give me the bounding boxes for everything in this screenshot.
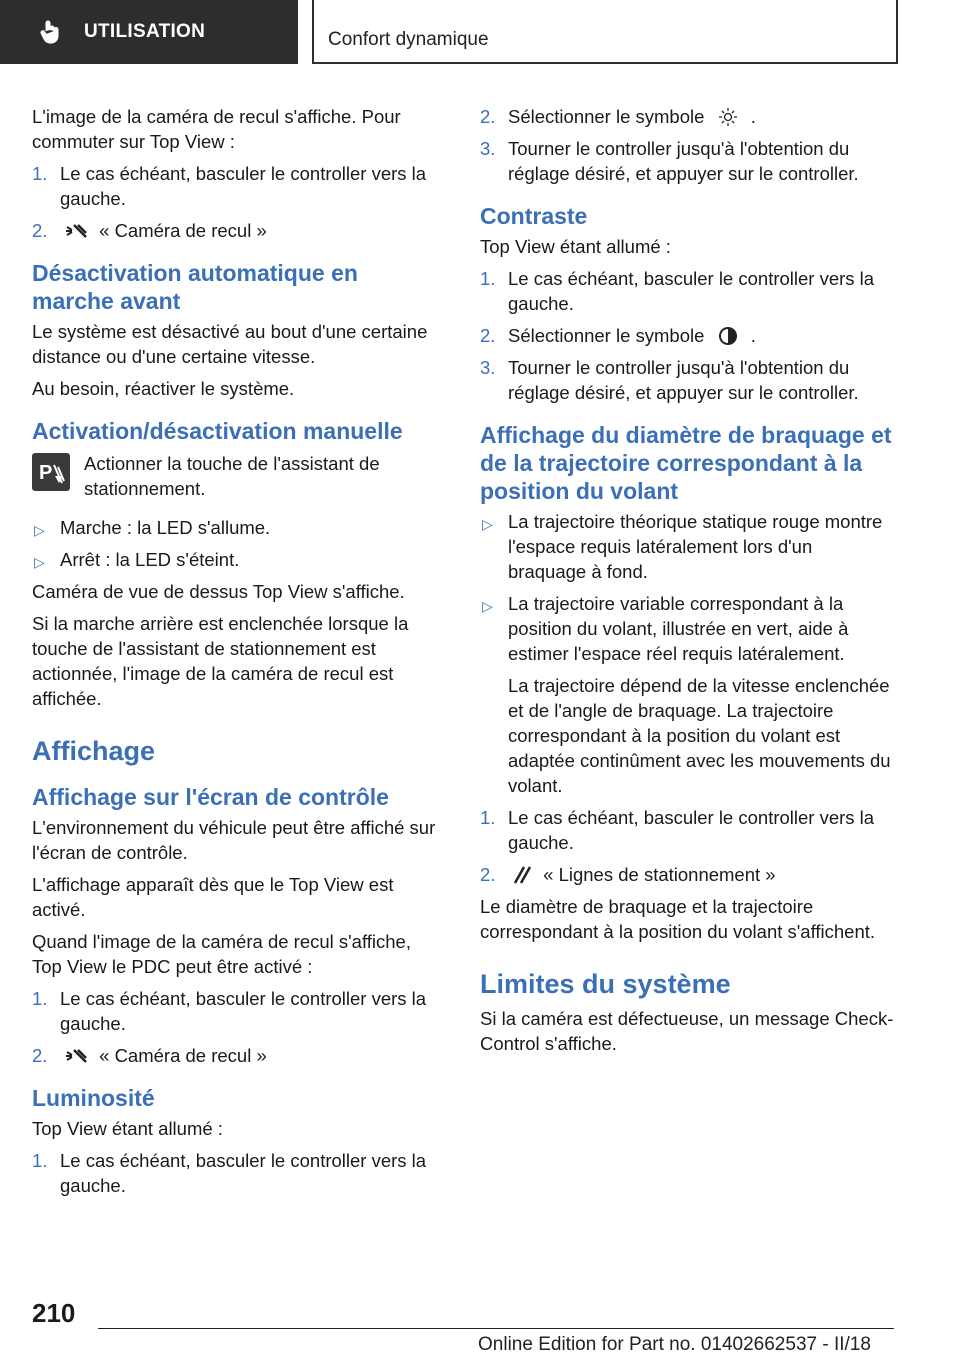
intro-text: L'image de la caméra de recul s'affiche. Pour commuter sur Top View : [32, 106, 401, 152]
list-item [32, 1043, 444, 1068]
hand-pointer-icon [38, 19, 64, 45]
list-item [480, 805, 894, 855]
paragraph: Caméra de vue de dessus Top View s'affiche. [32, 581, 405, 602]
step-text: Tourner le controller jusqu'à l'obtention du réglage désiré, et appuyer sur le controller. [508, 138, 859, 184]
step-text: Le cas échéant, basculer le controller vers la gauche. [508, 268, 875, 314]
paragraph: Le système est désactivé au bout d'une certaine distance ou d'une certaine vitesse. [32, 321, 428, 367]
step-text: Le cas échéant, basculer le controller vers la gauche. [508, 807, 875, 853]
paragraph: Top View étant allumé : [32, 1118, 223, 1139]
page-header [0, 0, 960, 66]
step-number: 2. [480, 325, 496, 346]
chapter-title-box [312, 0, 898, 64]
parking-assist-button-icon [32, 453, 70, 491]
heading-contrast: Contraste [480, 203, 588, 229]
step-text: Le cas échéant, basculer le controller vers la gauche. [60, 1150, 427, 1196]
paragraph: Si la caméra est défectueuse, un message Check-Control s'affiche. [480, 1008, 894, 1054]
list-item [480, 591, 894, 666]
list-item [32, 515, 444, 540]
step-number: 3. [480, 138, 496, 159]
step-text: « Caméra de recul » [99, 220, 267, 241]
step-number: 2. [480, 864, 496, 885]
step-number: 1. [32, 1150, 48, 1171]
list-item [32, 218, 444, 243]
list-item [32, 547, 444, 572]
paragraph: Le diamètre de braquage et la trajectoire correspondant à la position du volant s'affichent. [480, 896, 876, 942]
section-tab [0, 0, 298, 64]
footer-divider [98, 1328, 894, 1329]
paragraph: Top View étant allumé : [480, 236, 671, 257]
rear-camera-icon [64, 1046, 90, 1066]
bullet-text: La trajectoire théorique statique rouge montre l'espace requis latéralement lors d'un braquage à fond. [508, 511, 883, 582]
step-text: Sélectionner le symbole [508, 325, 705, 346]
list-item [480, 862, 894, 887]
step-number: 2. [32, 1045, 48, 1066]
paragraph: Au besoin, réactiver le système. [32, 378, 295, 399]
bullet-text: Arrêt : la LED s'éteint. [60, 549, 240, 570]
parking-lines-icon [512, 865, 534, 885]
list-item [480, 104, 894, 129]
step-text: « Lignes de stationnement » [543, 864, 776, 885]
heading-auto-deactivation: Désactivation automatique en marche avant [32, 260, 358, 314]
step-text-end: . [750, 106, 756, 127]
step-number: 3. [480, 357, 496, 378]
triangle-bullet-icon: ▷ [482, 516, 493, 532]
chapter-title: Confort dynamique [328, 29, 489, 50]
heading-turning-circle: Affichage du diamètre de braquage et de la trajectoire correspondant à la position du volant [480, 422, 892, 504]
step-number: 1. [480, 268, 496, 289]
heading-system-limits: Limites du système [480, 969, 731, 999]
list-item [32, 986, 444, 1036]
edition-note: Online Edition for Part no. 01402662537 - II/18 [478, 1334, 871, 1355]
paragraph: Quand l'image de la caméra de recul s'affiche, Top View le PDC peut être activé : [32, 931, 411, 977]
step-number: 2. [480, 106, 496, 127]
right-column [480, 104, 894, 1063]
step-text: Sélectionner le symbole [508, 106, 705, 127]
heading-manual-activation: Activation/désactivation manuelle [32, 418, 403, 444]
list-item [32, 1148, 444, 1198]
left-column [32, 104, 444, 1205]
paragraph: L'affichage apparaît dès que le Top View est activé. [32, 874, 394, 920]
paragraph: Si la marche arrière est enclenchée lorsque la touche de l'assistant de stationnement est actionnée, l'image de la caméra de recul est affichée. [32, 613, 409, 709]
heading-affichage: Affichage [32, 736, 156, 766]
rear-camera-icon [64, 221, 90, 241]
list-item [480, 355, 894, 405]
list-item [32, 161, 444, 211]
step-text: Le cas échéant, basculer le controller vers la gauche. [60, 988, 427, 1034]
paragraph: L'environnement du véhicule peut être affiché sur l'écran de contrôle. [32, 817, 436, 863]
contrast-icon [714, 326, 742, 346]
heading-control-display: Affichage sur l'écran de contrôle [32, 784, 389, 810]
step-number: 1. [32, 988, 48, 1009]
bullet-text: La trajectoire variable correspondant à la position du volant, illustrée en vert, aide à estimer l'espace réel requis latéralement. [508, 593, 849, 664]
svg-text:P: P [39, 462, 53, 484]
triangle-bullet-icon: ▷ [34, 522, 45, 538]
step-text: Le cas échéant, basculer le controller vers la gauche. [60, 163, 427, 209]
paragraph: Actionner la touche de l'assistant de stationnement. [84, 453, 380, 499]
section-label: UTILISATION [84, 21, 206, 42]
brightness-sun-icon [714, 107, 742, 127]
step-text: Tourner le controller jusqu'à l'obtention du réglage désiré, et appuyer sur le controller. [508, 357, 859, 403]
list-item [480, 509, 894, 584]
list-item [480, 266, 894, 316]
triangle-bullet-icon: ▷ [34, 554, 45, 570]
triangle-bullet-icon: ▷ [482, 598, 493, 614]
list-item [480, 323, 894, 348]
step-number: 2. [32, 220, 48, 241]
step-number: 1. [480, 807, 496, 828]
page-number: 210 [32, 1298, 76, 1328]
heading-brightness: Luminosité [32, 1085, 155, 1111]
bullet-text: Marche : la LED s'allume. [60, 517, 271, 538]
list-item [480, 136, 894, 186]
step-number: 1. [32, 163, 48, 184]
parking-assist-key-block [32, 451, 444, 501]
step-text: « Caméra de recul » [99, 1045, 267, 1066]
paragraph: La trajectoire dépend de la vitesse enclenchée et de l'angle de braquage. La trajectoire correspondant à la position du volant est adaptée continûment avec les mouvements du volant. [508, 675, 891, 796]
step-text-end: . [750, 325, 756, 346]
